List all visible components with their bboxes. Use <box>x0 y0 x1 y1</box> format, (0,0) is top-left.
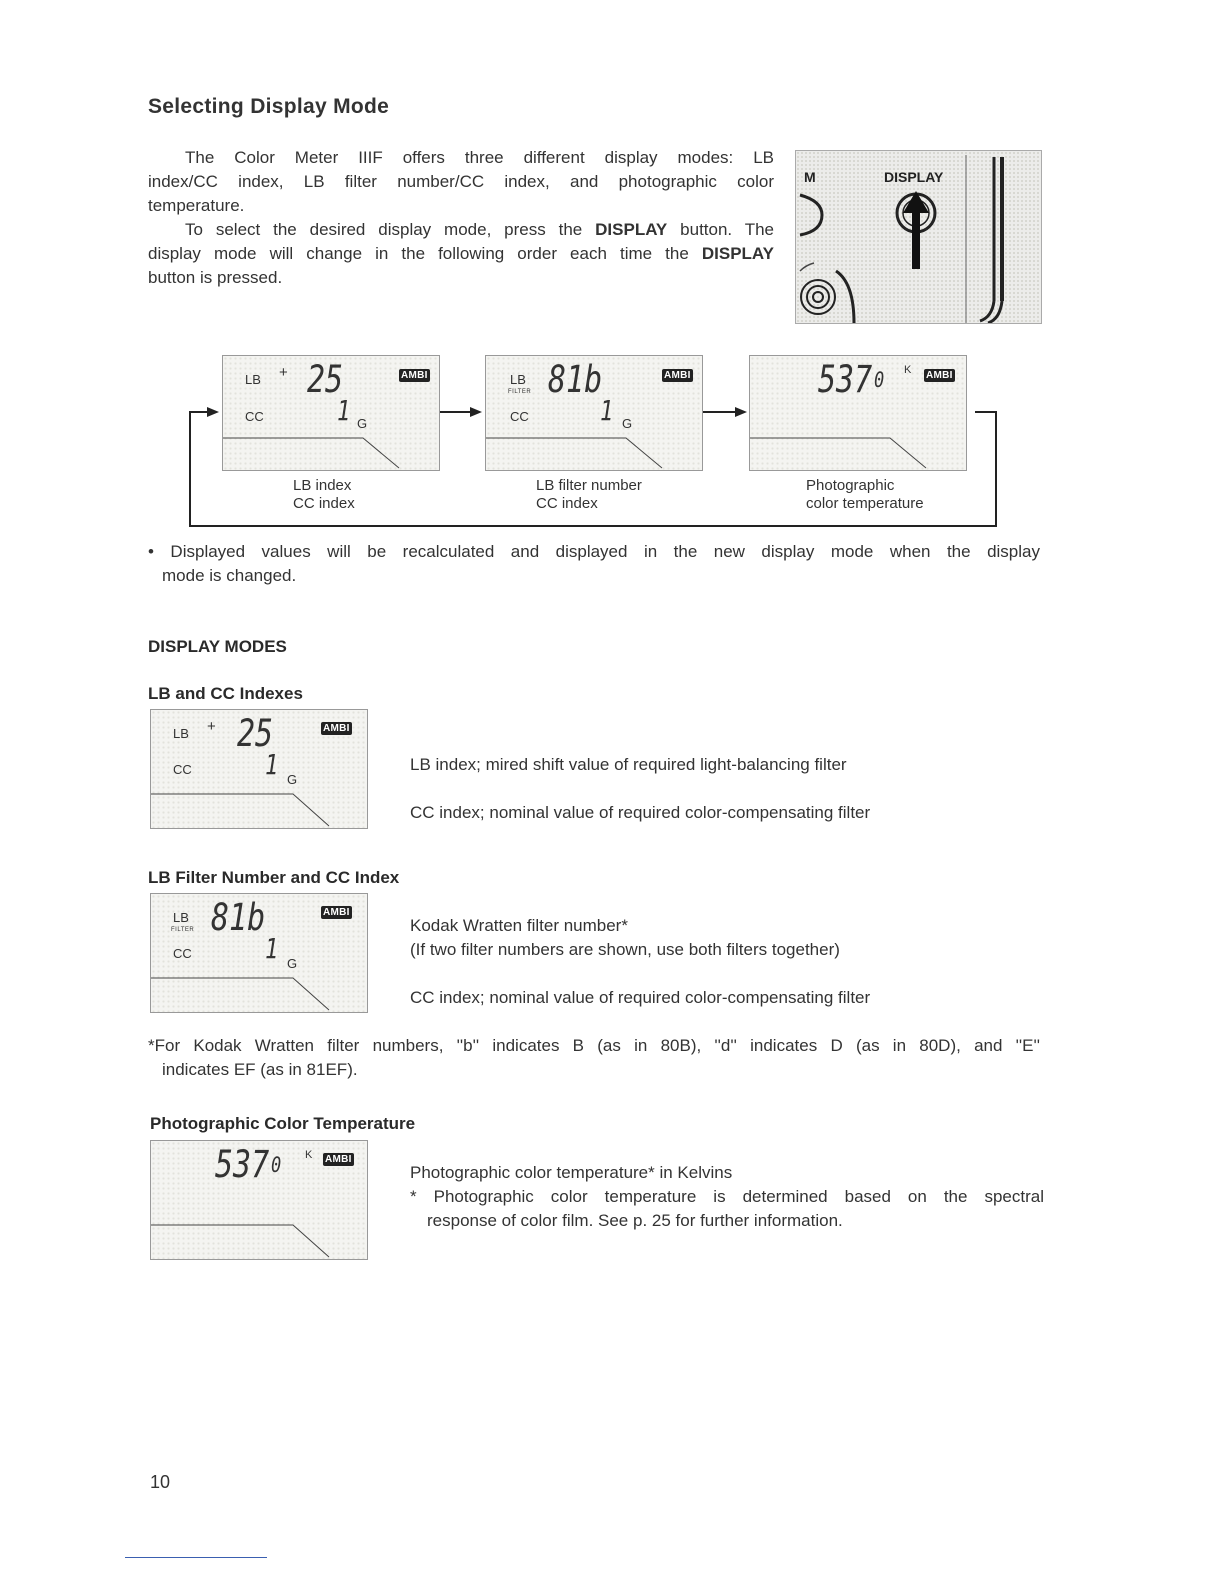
mode2-heading: LB Filter Number and CC Index <box>148 868 400 887</box>
filter-label: FILTER <box>171 927 195 933</box>
mode2-desc-wratten: Kodak Wratten filter number* <box>410 916 628 935</box>
plus-sign: + <box>279 364 288 381</box>
mode3-desc-kelvins: Photographic color temperature* in Kelvins <box>410 1163 733 1182</box>
flow-line-entry <box>189 411 209 413</box>
lcd-color-temperature-detail <box>150 1140 368 1260</box>
temp-value: 537 <box>818 358 873 402</box>
m-label: M <box>804 169 816 185</box>
mode1-desc-lb: LB index; mired shift value of required light-balancing filter <box>410 755 847 774</box>
caption-mode-1: LB index CC index <box>293 477 355 512</box>
lb-label: LB <box>510 372 526 387</box>
cc-label: CC <box>173 946 192 961</box>
g-label: G <box>357 416 368 431</box>
ambi-badge: AMBI <box>325 1154 352 1165</box>
recalculation-note: • Displayed values will be recalculated and displayed in the new display mode when the display mode is changed. <box>148 542 1040 585</box>
mode3-heading: Photographic Color Temperature <box>150 1114 416 1133</box>
kelvin-label: K <box>305 1149 313 1161</box>
caption-mode-3: Photographic color temperature <box>806 477 924 512</box>
intro-line: index/CC index, LB filter number/CC index, and photographic color <box>148 172 774 191</box>
cc-value: 1 <box>600 396 614 428</box>
filter-label: FILTER <box>508 389 532 395</box>
intro-line: The Color Meter IIIF offers three different display modes: LB <box>185 148 774 167</box>
lcd-lb-filter-detail <box>150 893 368 1013</box>
ambi-badge: AMBI <box>401 370 428 381</box>
arrow-right-icon <box>207 407 219 417</box>
lb-value: 25 <box>237 712 274 756</box>
flow-line-2-3 <box>703 411 735 413</box>
temp-value: 537 <box>215 1143 270 1187</box>
lb-label: LB <box>173 726 189 741</box>
wratten-note: *For Kodak Wratten filter numbers, ''b'' indicates B (as in 80B), ''d'' indicates D (as in 80D), and ''E'' indicates EF (as in 81EF). <box>148 1036 1040 1079</box>
page-number: 10 <box>150 1472 171 1492</box>
ambi-badge: AMBI <box>323 723 350 734</box>
lcd-color-temperature <box>749 355 967 471</box>
mode3-desc-note: * Photographic color temperature is determined based on the spectral response of color film. See p. 25 for further information. <box>410 1187 1044 1230</box>
ambi-badge: AMBI <box>926 370 953 381</box>
lcd-lb-cc-index <box>222 355 440 471</box>
flow-line-left <box>189 411 191 527</box>
g-label: G <box>287 772 298 787</box>
ambi-badge: AMBI <box>323 907 350 918</box>
ambi-badge: AMBI <box>664 370 691 381</box>
display-label: DISPLAY <box>884 169 944 185</box>
intro-line: display mode will change in the following order each time the DISPLAY <box>148 244 774 263</box>
arrow-right-icon <box>735 407 747 417</box>
cc-label: CC <box>510 409 529 424</box>
cc-value: 1 <box>265 934 279 966</box>
g-label: G <box>622 416 633 431</box>
cc-value: 1 <box>337 396 351 428</box>
filter-value: 81b <box>211 896 266 940</box>
flow-line-exit <box>975 411 997 413</box>
lcd-lb-cc-index-detail <box>150 709 368 829</box>
display-keyword: DISPLAY <box>701 244 774 263</box>
cc-label: CC <box>173 762 192 777</box>
lb-label: LB <box>245 372 261 387</box>
page-title: Selecting Display Mode <box>148 95 390 118</box>
intro-line: temperature. <box>148 196 245 215</box>
lb-label: LB <box>173 910 189 925</box>
mode2-desc-cc: CC index; nominal value of required color-compensating filter <box>410 988 871 1007</box>
flow-line-right <box>995 411 997 527</box>
temp-value-sub: 0 <box>874 368 885 393</box>
g-label: G <box>287 956 298 971</box>
cc-value: 1 <box>265 750 279 782</box>
flow-line-bottom <box>189 525 997 527</box>
filter-value: 81b <box>548 358 603 402</box>
lcd-lb-filter-cc-index <box>485 355 703 471</box>
cc-label: CC <box>245 409 264 424</box>
mode2-desc-two-filters: (If two filter numbers are shown, use both filters together) <box>410 940 840 959</box>
mode1-desc-cc: CC index; nominal value of required color-compensating filter <box>410 803 871 822</box>
mode1-heading: LB and CC Indexes <box>148 684 303 703</box>
lb-value: 25 <box>307 358 344 402</box>
section-heading: DISPLAY MODES <box>148 637 287 656</box>
footer-rule <box>125 1557 267 1558</box>
kelvin-label: K <box>904 364 912 376</box>
camera-display-button-illustration <box>795 150 1042 324</box>
flow-line-1-2 <box>440 411 470 413</box>
intro-line: button is pressed. <box>148 268 283 287</box>
plus-sign: + <box>207 718 216 735</box>
caption-mode-2: LB filter number CC index <box>536 477 642 512</box>
intro-line: To select the desired display mode, press the DISPLAY button. The <box>185 220 775 239</box>
intro-paragraph <box>148 146 774 290</box>
arrow-right-icon <box>470 407 482 417</box>
display-keyword: DISPLAY <box>595 220 668 239</box>
temp-value-sub: 0 <box>271 1153 282 1178</box>
